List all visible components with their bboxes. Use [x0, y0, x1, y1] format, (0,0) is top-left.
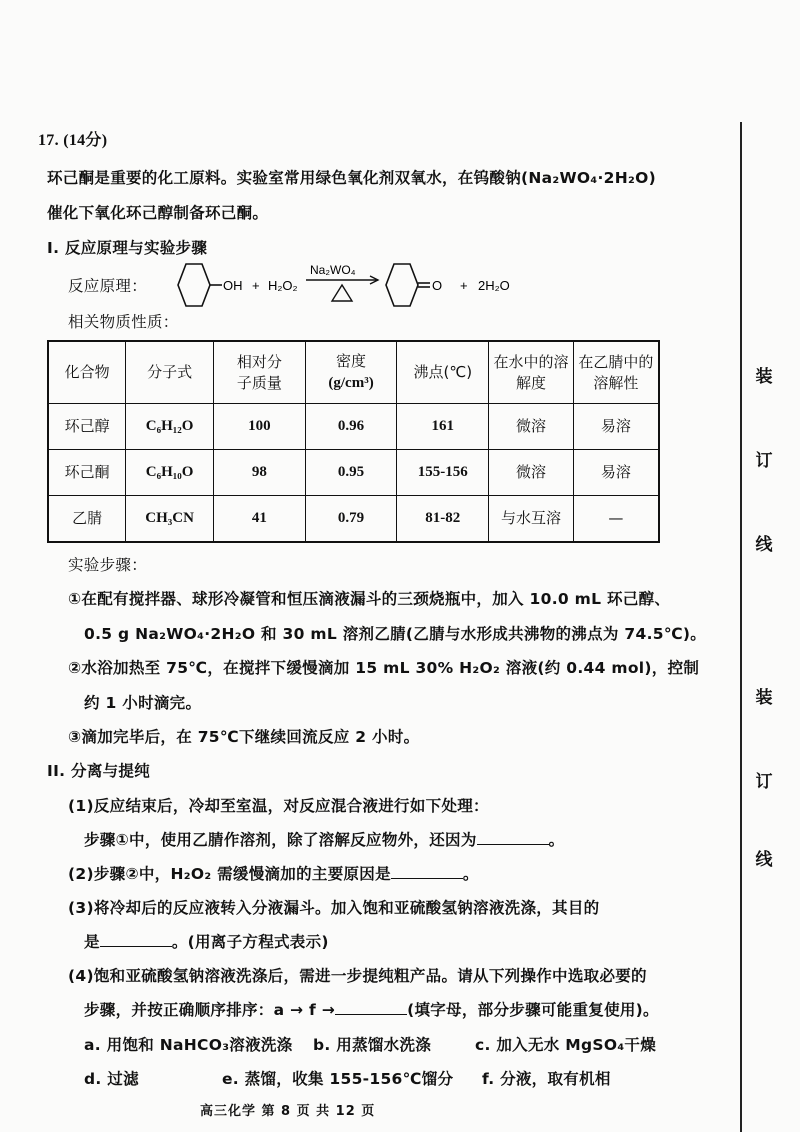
table-header: 沸点(℃)	[397, 341, 489, 404]
step-line: ②水浴加热至 75℃，在搅拌下缓慢滴加 15 mL 30% H₂O₂ 溶液(约 0.44 mol)，控制	[68, 659, 700, 677]
question-line: 步骤①中，使用乙腈作溶剂，除了溶解反应物外，还因为 。	[84, 831, 565, 849]
table-row: 环己醇 C₆H₁₂O 100 0.96 161 微溶 易溶	[48, 404, 659, 450]
binding-char: 订	[755, 772, 773, 792]
binding-char: 装	[755, 688, 773, 708]
section-heading: I. 反应原理与实验步骤	[47, 239, 208, 257]
reaction-equation	[160, 258, 540, 314]
table-header: 在水中的溶 解度	[489, 341, 574, 404]
h2o2-label: H₂O₂	[268, 278, 298, 293]
cyclohexanone-structure	[386, 264, 430, 306]
binding-line	[740, 122, 742, 1132]
binding-char: 订	[755, 451, 773, 471]
answer-blank[interactable]	[391, 864, 463, 879]
binding-char: 装	[755, 367, 773, 387]
option-e: e. 蒸馏，收集 155-156℃馏分	[222, 1070, 454, 1088]
svg-text:+: +	[252, 278, 260, 293]
page-footer: 高三化学 第 8 页 共 12 页	[200, 1104, 376, 1119]
svg-text:+: +	[460, 278, 468, 293]
table-header: 相对分 子质量	[214, 341, 306, 404]
intro-line: 环己酮是重要的化工原料。实验室常用绿色氧化剂双氧水，在钨酸钠(Na₂WO₄·2H₂O)	[47, 169, 656, 187]
cyclohexanol-structure	[178, 264, 222, 306]
property-table	[47, 340, 660, 543]
step-line: ①在配有搅拌器、球形冷凝管和恒压滴液漏斗的三颈烧瓶中，加入 10.0 mL 环己醇、	[68, 590, 671, 608]
table-header: 在乙腈中的 溶解性	[573, 341, 659, 404]
step-line: 0.5 g Na₂WO₄·2H₂O 和 30 mL 溶剂乙腈(乙腈与水形成共沸物的沸点为 74.5℃)。	[84, 625, 707, 643]
question-line: 步骤，并按正确顺序排序：a → f → (填字母，部分步骤可能重复使用)。	[84, 1001, 659, 1019]
props-label: 相关物质性质：	[68, 313, 179, 331]
answer-blank[interactable]	[335, 1000, 407, 1015]
table-header: 化合物	[48, 341, 126, 404]
option-a: a. 用饱和 NaHCO₃溶液洗涤	[84, 1036, 293, 1054]
table-header: 密度 (g/cm³)	[305, 341, 397, 404]
option-b: b. 用蒸馏水洗涤	[313, 1036, 432, 1054]
steps-label: 实验步骤：	[68, 556, 148, 574]
principle-label: 反应原理：	[68, 277, 148, 295]
oh-label: OH	[223, 278, 243, 293]
question-number: 17. (14分)	[38, 132, 108, 149]
binding-char: 线	[755, 850, 773, 870]
table-header-row	[48, 341, 659, 404]
answer-blank[interactable]	[100, 932, 172, 947]
reaction-arrow	[306, 276, 378, 301]
step-line: 约 1 小时滴完。	[84, 694, 202, 712]
question-line: (4)饱和亚硫酸氢钠溶液洗涤后，需进一步提纯粗产品。请从下列操作中选取必要的	[68, 967, 647, 985]
intro-line: 催化下氧化环己醇制备环己酮。	[47, 204, 269, 222]
option-f: f. 分液，取有机相	[482, 1070, 611, 1088]
heat-triangle-icon	[332, 285, 352, 301]
table-header: 分子式	[126, 341, 214, 404]
option-c: c. 加入无水 MgSO₄干燥	[475, 1036, 657, 1054]
question-line: (2)步骤②中，H₂O₂ 需缓慢滴加的主要原因是 。	[68, 865, 479, 883]
option-d: d. 过滤	[84, 1070, 139, 1088]
table-row: 乙腈 CH₃CN 41 0.79 81-82 与水互溶 —	[48, 496, 659, 543]
question-line: (3)将冷却后的反应液转入分液漏斗。加入饱和亚硫酸氢钠溶液洗涤，其目的	[68, 899, 600, 917]
o-label: O	[432, 278, 443, 293]
binding-char: 线	[755, 535, 773, 555]
step-line: ③滴加完毕后，在 75℃下继续回流反应 2 小时。	[68, 728, 420, 746]
table-row: 环己酮 C₆H₁₀O 98 0.95 155-156 微溶 易溶	[48, 450, 659, 496]
section-heading: II. 分离与提纯	[47, 762, 151, 780]
water-label: 2H₂O	[478, 278, 510, 293]
question-line: 是 。(用离子方程式表示)	[84, 933, 329, 951]
question-line: (1)反应结束后，冷却至室温，对反应混合液进行如下处理：	[68, 797, 489, 815]
catalyst-label: Na₂WO₄	[310, 263, 356, 277]
answer-blank[interactable]	[477, 830, 549, 845]
